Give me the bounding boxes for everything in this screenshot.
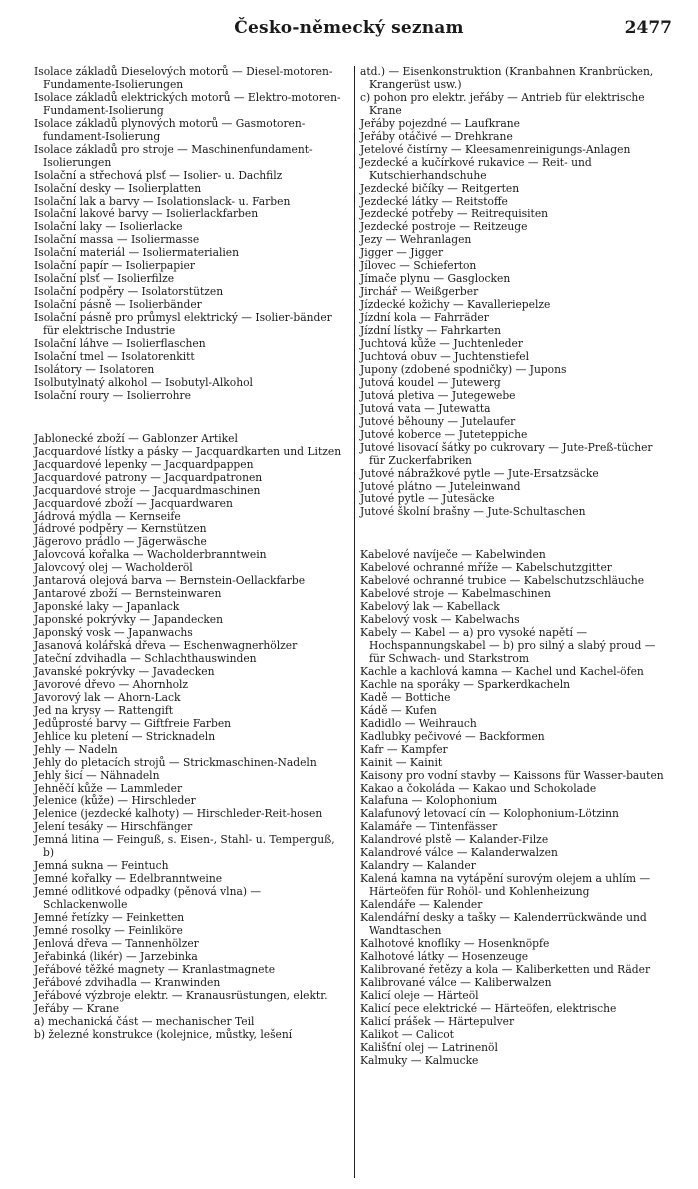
index-entry: Jeřáby otáčivé — Drehkrane bbox=[360, 129, 513, 143]
column-divider bbox=[354, 66, 355, 1178]
index-entry: Jutové běhouny — Jutelaufer bbox=[360, 414, 516, 428]
index-entry: Isolace základů plynových motorů — Gasmotoren-fundament-Isolierung bbox=[34, 116, 306, 143]
index-entry: Kalicí prášek — Härtepulver bbox=[360, 1014, 515, 1028]
index-entry: Jalovcová kořalka — Wacholderbranntwein bbox=[34, 548, 267, 562]
index-entry: Jablonecké zboží — Gablonzer Artikel bbox=[34, 431, 238, 445]
index-entry: Kalibrované řetězy a kola — Kaliberketten und Räder bbox=[360, 962, 651, 976]
left-column bbox=[34, 66, 344, 1042]
index-entry: Jacquardové zboží — Jacquardwaren bbox=[34, 496, 233, 510]
index-entry: Jemná sukna — Feintuch bbox=[34, 859, 169, 873]
page-header bbox=[0, 18, 698, 42]
index-entry: Isolační massa — Isoliermasse bbox=[34, 233, 200, 247]
index-entry: Kafr — Kampfer bbox=[360, 742, 448, 756]
index-entry: Jezy — Wehranlagen bbox=[360, 233, 472, 247]
index-entry: Isolační a střechová plsť — Isolier- u. Dachfilz bbox=[34, 168, 283, 182]
index-entry: Japonský vosk — Japanwachs bbox=[34, 626, 193, 640]
index-entry: Isolační láhve — Isolierflaschen bbox=[34, 337, 206, 351]
index-entry: Isolace základů pro stroje — Maschinenfundament-Isolierungen bbox=[34, 142, 313, 169]
index-entry: Jílovec — Schieferton bbox=[360, 259, 477, 273]
entry-list-j-left bbox=[34, 433, 344, 1042]
index-entry: Kabelové navíječe — Kabelwinden bbox=[360, 548, 546, 562]
page-title: Česko-německý seznam bbox=[234, 18, 464, 38]
index-entry: Kachle a kachlová kamna — Kachel und Kachel-öfen bbox=[360, 664, 644, 678]
index-entry: Kalená kamna na vytápění surovým olejem a uhlím — Härteöfen für Rohöl- und Kohlenheizung bbox=[360, 872, 651, 899]
index-entry: Kabelový lak — Kabellack bbox=[360, 600, 500, 614]
index-entry: Jehlice ku pletení — Stricknadeln bbox=[34, 729, 216, 743]
index-entry: Jupony (zdobené spodničky) — Jupons bbox=[360, 362, 567, 376]
index-entry: Jacquardové patrony — Jacquardpatronen bbox=[34, 470, 263, 484]
index-entry: Kabelové stroje — Kabelmaschinen bbox=[360, 587, 551, 601]
index-entry: Isolační lak a barvy — Isolationslack- u. Farben bbox=[34, 194, 291, 208]
index-entry: Jutová pletiva — Jutegewebe bbox=[360, 388, 516, 402]
index-entry: Kalhotové látky — Hosenzeuge bbox=[360, 949, 529, 963]
index-entry: Jenlová dřeva — Tannenhölzer bbox=[34, 936, 199, 950]
index-entry: Isolační roury — Isolierrohre bbox=[34, 388, 191, 402]
index-entry: Isolační tmel — Isolatorenkitt bbox=[34, 349, 195, 363]
index-entry: Kadlubky pečivové — Backformen bbox=[360, 729, 545, 743]
index-entry: Kalicí pece elektrické — Härteöfen, elektrische bbox=[360, 1001, 617, 1015]
index-entry: Jemné kořalky — Edelbranntweine bbox=[34, 872, 223, 886]
index-entry: Jehněčí kůže — Lammleder bbox=[34, 781, 183, 795]
index-entry: Kaisony pro vodní stavby — Kaissons für Wasser-bauten bbox=[360, 768, 664, 782]
index-entry: Kalandrové plstě — Kalander-Filze bbox=[360, 833, 549, 847]
index-entry: Jedůprosté barvy — Giftfreie Farben bbox=[34, 716, 232, 730]
index-entry: Jigger — Jigger bbox=[360, 246, 444, 260]
index-entry: Jelenice (kůže) — Hirschleder bbox=[34, 794, 196, 808]
index-entry: Isolace základů elektrických motorů — Elektro-motoren-Fundament-Isolierung bbox=[34, 90, 341, 117]
index-entry: Jeřáby pojezdné — Laufkrane bbox=[360, 116, 520, 130]
index-entry: Jemné řetízky — Feinketten bbox=[34, 911, 185, 925]
index-entry: Jízdní kola — Fahrräder bbox=[360, 311, 489, 325]
index-entry: Isolbutylnatý alkohol — Isobutyl-Alkohol bbox=[34, 375, 253, 389]
index-entry: Jehly do pletacích strojů — Strickmaschinen-Nadeln bbox=[34, 755, 317, 769]
index-entry: Kalmuky — Kalmucke bbox=[360, 1053, 479, 1067]
index-entry: Juchtová obuv — Juchtenstiefel bbox=[360, 349, 530, 363]
index-entry: Kalafunový letovací cín — Kolophonium-Lötzinn bbox=[360, 807, 619, 821]
index-entry: Kadidlo — Weihrauch bbox=[360, 716, 477, 730]
index-entry: Isolační laky — Isolierlacke bbox=[34, 220, 183, 234]
index-entry: Kabely — Kabel — a) pro vysoké napětí — Hochspannungskabel — b) pro silný a slabý proud — für Schwach- und Starkstrom bbox=[360, 626, 656, 665]
index-entry: Isolační pásně pro průmysl elektrický — Isolier-bänder für elektrische Industrie bbox=[34, 311, 332, 338]
index-entry: Kalhotové knoflíky — Hosenknöpfe bbox=[360, 936, 550, 950]
index-entry: Jirchář — Weißgerber bbox=[360, 285, 479, 299]
index-entry: Isolační podpěry — Isolatorstützen bbox=[34, 285, 224, 299]
index-entry: Kalibrované válce — Kaliberwalzen bbox=[360, 975, 552, 989]
index-entry: c) pohon pro elektr. jeřáby — Antrieb für elektrische Krane bbox=[360, 90, 645, 117]
index-entry: Jutové plátno — Juteleinwand bbox=[360, 479, 521, 493]
index-entry: Kalikot — Calicot bbox=[360, 1027, 454, 1041]
index-entry: Jetelové čistírny — Kleesamenreinigungs-Anlagen bbox=[360, 142, 631, 156]
index-entry: Kadě — Bottiche bbox=[360, 690, 451, 704]
index-entry: Jeřábové zdvihadla — Kranwinden bbox=[34, 975, 221, 989]
index-entry: Jezdecké potřeby — Reitrequisiten bbox=[360, 207, 549, 221]
index-entry: a) mechanická část — mechanischer Teil bbox=[34, 1014, 255, 1028]
entry-list-k bbox=[360, 549, 670, 1067]
index-entry: Isolační lakové barvy — Isolierlackfarben bbox=[34, 207, 259, 221]
index-entry: b) železné konstrukce (kolejnice, můstky, lešení bbox=[34, 1027, 293, 1041]
index-entry: Jägerovo prádlo — Jägerwäsche bbox=[34, 535, 207, 549]
index-entry: Jemné rosolky — Feinliköre bbox=[34, 924, 183, 937]
index-entry: Jutová koudel — Jutewerg bbox=[360, 375, 501, 389]
index-entry: Kalandrové válce — Kalanderwalzen bbox=[360, 846, 558, 860]
index-entry: Jeřáby — Krane bbox=[34, 1001, 120, 1015]
entry-list-j-right bbox=[360, 66, 670, 519]
index-entry: atd.) — Eisenkonstruktion (Kranbahnen Kranbrücken, Krangerüst usw.) bbox=[360, 65, 654, 91]
index-entry: Kádě — Kufen bbox=[360, 703, 437, 717]
index-entry: Kalamáře — Tintenfässer bbox=[360, 820, 498, 834]
right-column bbox=[360, 66, 670, 1067]
index-entry: Kalendáře — Kalender bbox=[360, 898, 483, 912]
index-entry: Jehly — Nadeln bbox=[34, 742, 118, 756]
entry-list-isolace bbox=[34, 66, 344, 403]
index-entry: Isolační desky — Isolierplatten bbox=[34, 181, 202, 195]
index-entry: Isolační pásně — Isolierbänder bbox=[34, 298, 202, 312]
index-entry: Jacquardové lístky a pásky — Jacquardkarten und Litzen bbox=[34, 444, 342, 458]
index-entry: Kakao a čokoláda — Kakao und Schokolade bbox=[360, 781, 597, 795]
index-entry: Kainit — Kainit bbox=[360, 755, 443, 769]
index-entry: Jemná litina — Feinguß, s. Eisen-, Stahl- u. Temperguß, b) bbox=[34, 833, 335, 860]
index-entry: Jízdní lístky — Fahrkarten bbox=[360, 324, 501, 338]
index-entry: Kabelové ochranné mříže — Kabelschutzgitter bbox=[360, 561, 612, 575]
index-entry: Jalovcový olej — Wacholderöl bbox=[34, 561, 193, 575]
page-number: 2477 bbox=[624, 18, 672, 38]
index-entry: Kalafuna — Kolophonium bbox=[360, 794, 498, 808]
index-entry: Jemné odlitkové odpadky (pěnová vlna) — Schlackenwolle bbox=[34, 885, 262, 912]
index-entry: Kachle na sporáky — Sparkerdkacheln bbox=[360, 677, 570, 691]
index-entry: Jantarové zboží — Bernsteinwaren bbox=[34, 587, 222, 601]
index-entry: Kabelový vosk — Kabelwachs bbox=[360, 613, 520, 627]
section-gap bbox=[34, 403, 344, 433]
index-entry: Kalendářní desky a tašky — Kalenderrückwände und Wandtaschen bbox=[360, 911, 647, 937]
index-entry: Isolační papír — Isolierpapier bbox=[34, 259, 195, 273]
index-entry: Jezdecké postroje — Reitzeuge bbox=[360, 220, 528, 234]
index-entry: Javorový lak — Ahorn-Lack bbox=[34, 690, 181, 704]
index-entry: Javanské pokrývky — Javadecken bbox=[34, 664, 215, 678]
index-entry: Isolační materiál — Isoliermaterialien bbox=[34, 246, 240, 260]
index-entry: Kališťní olej — Latrinenöl bbox=[360, 1040, 498, 1054]
index-entry: Jeřábové těžké magnety — Kranlastmagnete bbox=[34, 962, 276, 976]
index-entry: Jelení tesáky — Hirschfänger bbox=[34, 820, 193, 834]
index-entry: Jed na krysy — Rattengift bbox=[34, 703, 174, 717]
index-entry: Isolátory — Isolatoren bbox=[34, 362, 155, 376]
index-entry: Jádrová mýdla — Kernseife bbox=[34, 509, 181, 523]
index-entry: Japonské laky — Japanlack bbox=[34, 600, 180, 614]
index-entry: Jantarová olejová barva — Bernstein-Oellackfarbe bbox=[34, 574, 306, 588]
index-entry: Jutové lisovací šátky po cukrovary — Jute-Preß-tücher für Zuckerfabriken bbox=[360, 440, 653, 467]
index-entry: Jezdecké látky — Reitstoffe bbox=[360, 194, 508, 208]
index-entry: Isolační plsť — Isolierfilze bbox=[34, 272, 175, 286]
index-entry: Isolace základů Dieselových motorů — Diesel-motoren-Fundamente-Isolierungen bbox=[34, 65, 333, 91]
index-entry: Jutové pytle — Jutesäcke bbox=[360, 492, 495, 506]
index-entry: Jádrové podpěry — Kernstützen bbox=[34, 522, 207, 536]
index-entry: Jímače plynu — Gasglocken bbox=[360, 272, 511, 286]
index-entry: Jateční zdvihadla — Schlachthauswinden bbox=[34, 651, 257, 665]
index-entry: Jasanová kolářská dřeva — Eschenwagnerhölzer bbox=[34, 639, 298, 653]
section-gap bbox=[360, 519, 670, 549]
index-entry: Jízdecké kožichy — Kavalleriepelze bbox=[360, 298, 551, 312]
index-entry: Jacquardové lepenky — Jacquardpappen bbox=[34, 457, 254, 471]
index-entry: Kalicí oleje — Härteöl bbox=[360, 988, 479, 1002]
index-entry: Jeřábové výzbroje elektr. — Kranausrüstungen, elektr. bbox=[34, 988, 328, 1002]
index-entry: Japonské pokrývky — Japandecken bbox=[34, 613, 224, 627]
index-entry: Jeřabinká (likér) — Jarzebinka bbox=[34, 949, 198, 963]
index-entry: Jutová vata — Jutewatta bbox=[360, 401, 491, 415]
index-entry: Jutové školní brašny — Jute-Schultaschen bbox=[360, 505, 586, 519]
index-entry: Jutové koberce — Juteteppiche bbox=[360, 427, 528, 441]
index-entry: Jehly šicí — Nähnadeln bbox=[34, 768, 160, 782]
index-entry: Javorové dřevo — Ahornholz bbox=[34, 677, 189, 691]
index-entry: Kalandry — Kalander bbox=[360, 859, 476, 873]
index-entry: Kabelové ochranné trubice — Kabelschutzschläuche bbox=[360, 574, 645, 588]
index-entry: Juchtová kůže — Juchtenleder bbox=[360, 337, 523, 351]
index-entry: Jezdecké bičíky — Reitgerten bbox=[360, 181, 520, 195]
index-entry: Jelenice (jezdecké kalhoty) — Hirschleder-Reit-hosen bbox=[34, 807, 323, 821]
index-entry: Jezdecké a kučírkové rukavice — Reit- und Kutschierhandschuhe bbox=[360, 155, 592, 182]
index-entry: Jacquardové stroje — Jacquardmaschinen bbox=[34, 483, 261, 497]
index-entry: Jutové nábražkové pytle — Jute-Ersatzsäcke bbox=[360, 466, 599, 480]
